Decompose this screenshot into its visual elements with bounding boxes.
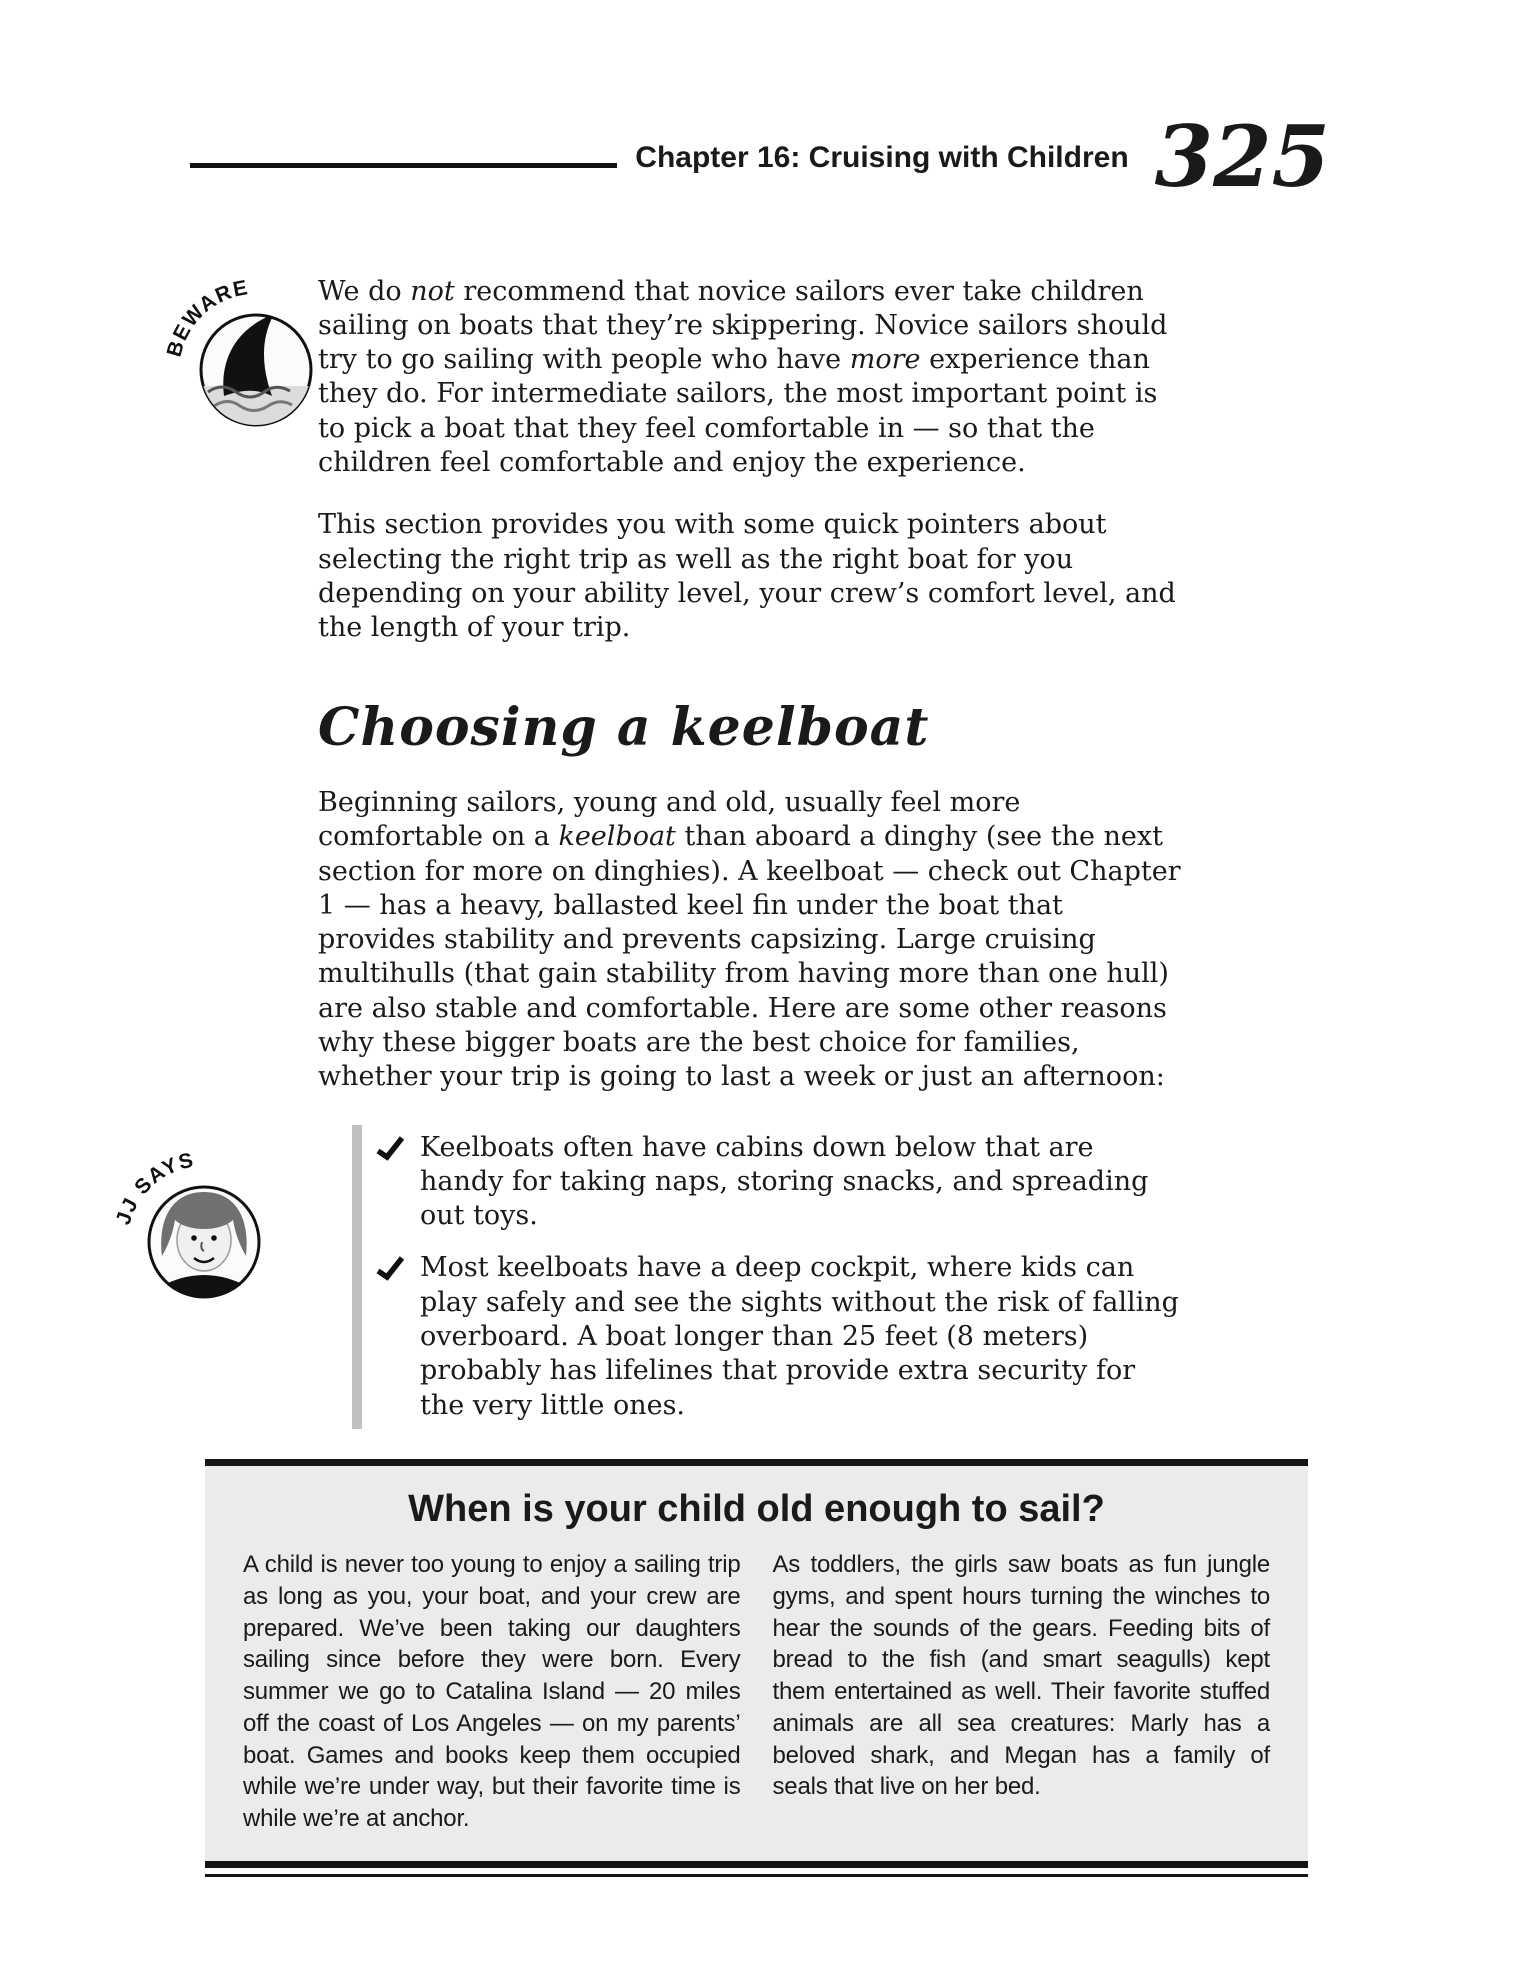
bullet-item-1 bbox=[362, 1131, 1184, 1234]
jj-says-portrait-icon bbox=[106, 1140, 266, 1300]
beware-icon-label: BEWARE bbox=[162, 275, 251, 360]
sidebar-box bbox=[205, 1459, 1308, 1868]
page-number: 325 bbox=[1154, 107, 1330, 206]
bullet-list bbox=[352, 1125, 1184, 1429]
bullet-text: Most keelboats have a deep cockpit, where kids can play safely and see the sights without the risk of falling overboard. A boat longer than 25 feet (8 meters) probably has lifelines that provide extra security for the very little ones. bbox=[420, 1252, 1179, 1421]
section-heading: Choosing a keelboat bbox=[318, 697, 930, 759]
sidebar-column-2: As toddlers, the girls saw boats as fun jungle gyms, and spent hours turning the winches to hear the sounds of the gears. Feeding bits of bread to the fish (and smart seagulls) kept them entertained as well. Their favorite stuffed animals are all sea creatures: Marly has a beloved shark, and Megan has a family of seals that live on her bed. bbox=[772, 1551, 1270, 1801]
check-bullet-icon bbox=[376, 1135, 404, 1161]
chapter-title: Chapter 16: Cruising with Children bbox=[635, 141, 1129, 174]
jj-says-icon-label: JJ SAYS bbox=[111, 1148, 197, 1228]
bullet-text: Keelboats often have cabins down below that are handy for taking naps, storing snacks, and spreading out toys. bbox=[420, 1131, 1149, 1232]
sidebar-title: When is your child old enough to sail? bbox=[408, 1487, 1105, 1530]
page-header bbox=[0, 0, 1530, 206]
sidebar bbox=[205, 1459, 1308, 1877]
sidebar-column-1: A child is never too young to enjoy a sailing trip as long as you, your boat, and your crew are prepared. We’ve been taking our daughters sailing since before they were born. Every summer we go to Catalina Island — 20 miles off the coast of Los Angeles — on my parents’ boat. Games and books keep them occupied while we’re under way, but their favorite time is while we’re at anchor. bbox=[243, 1551, 741, 1832]
body-column bbox=[318, 275, 1184, 1429]
check-bullet-icon bbox=[376, 1255, 404, 1281]
sidebar-columns bbox=[243, 1549, 1270, 1834]
header-rule bbox=[190, 163, 617, 168]
section-lead-paragraph: Beginning sailors, young and old, usually feel more comfortable on a keelboat than aboard a dinghy (see the next section for more on dinghies). A keelboat — check out Chapter 1 — has a heavy, ballasted keel fin under the boat that provides stability and prevents capsizing. Large cruising multihulls (that gain stability from having more than one hull) are also stable and comfortable. Here are some other reasons why these bigger boats are the best choice for families, whether your trip is going to last a week or just an afternoon: bbox=[318, 787, 1181, 1093]
beware-shark-icon bbox=[158, 268, 318, 428]
sidebar-bottom-rule bbox=[205, 1874, 1308, 1877]
bullet-item-2 bbox=[362, 1251, 1184, 1422]
intro-paragraph-2: This section provides you with some quick pointers about selecting the right trip as well as the right boat for you depending on your ability level, your crew’s comfort level, and the length of your trip. bbox=[318, 509, 1176, 644]
intro-paragraph-1: We do not recommend that novice sailors ever take children sailing on boats that they’re skippering. Novice sailors should try to go sailing with people who have more experience than they do. For intermediate sailors, the most important point is to pick a boat that they feel comfortable in — so that the children feel comfortable and enjoy the experience. bbox=[318, 275, 1168, 478]
